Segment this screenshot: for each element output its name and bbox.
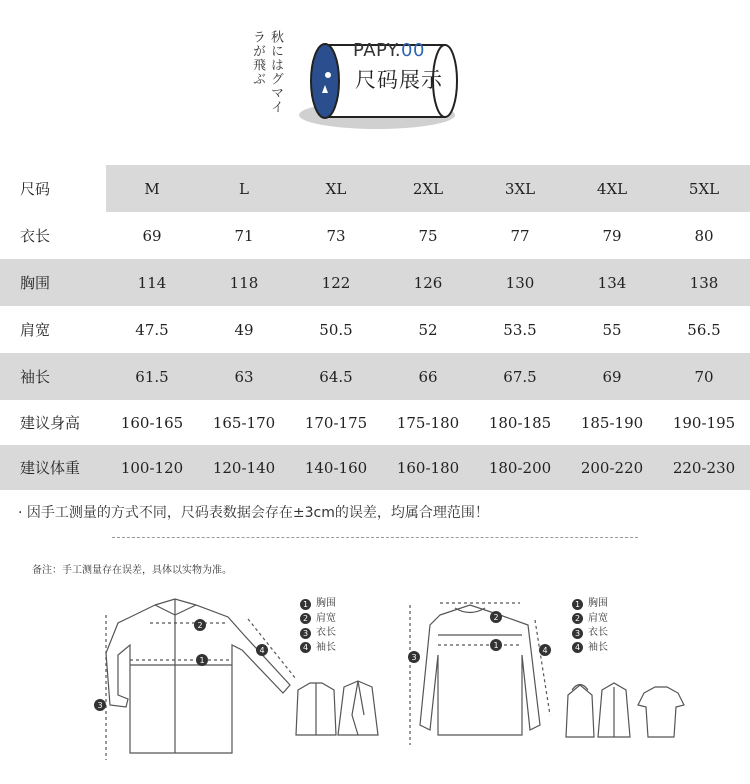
legend-left — [300, 597, 336, 655]
table-cell: 53.5 — [503, 320, 537, 339]
table-cell: 126 — [382, 259, 474, 306]
blazer-icon — [338, 681, 378, 735]
table-cell: 69 — [566, 353, 658, 400]
table-cell: 122 — [290, 259, 382, 306]
table-cell: 52 — [418, 320, 438, 339]
legend-label: 袖长 — [588, 641, 608, 653]
row-label: 袖长 — [0, 353, 106, 400]
row-label: 胸围 — [0, 259, 106, 306]
table-row — [0, 353, 750, 400]
table-cell: 160-165 — [120, 413, 184, 432]
table-cell: 55 — [602, 320, 622, 339]
table-cell: 118 — [198, 259, 290, 306]
row-label: 建议身高 — [20, 414, 81, 432]
number-badge-icon: 3 — [300, 628, 311, 639]
table-cell: 180-200 — [474, 445, 566, 490]
svg-text:1: 1 — [199, 656, 205, 665]
table-cell: 165-170 — [212, 413, 276, 432]
svg-text:2: 2 — [197, 621, 203, 630]
size-cell: 2XL — [382, 165, 474, 212]
legend-label: 肩宽 — [588, 612, 608, 624]
table-row — [0, 400, 750, 445]
svg-text:4: 4 — [542, 646, 548, 655]
table-cell: 47.5 — [135, 320, 169, 339]
remark-text: 备注：手工测量存在误差，具体以实物为准。 — [32, 565, 232, 576]
size-cell: 4XL — [566, 165, 658, 212]
number-badge-icon: 1 — [300, 599, 311, 610]
header — [0, 0, 750, 160]
row-label: 建议体重 — [0, 445, 106, 490]
legend-item — [572, 641, 608, 656]
measurement-diagram — [0, 575, 750, 784]
table-cell: 140-160 — [290, 445, 382, 490]
table-row — [0, 259, 750, 306]
japanese-line-2: ラが飛ぶ — [250, 30, 265, 86]
measurement-note: · 因手工测量的方式不同，尺码表数据会存在±3cm的误差，均属合理范围！ — [18, 505, 489, 521]
table-cell: 100-120 — [106, 445, 198, 490]
number-badge-icon: 2 — [572, 613, 583, 624]
jacket-icon — [296, 683, 336, 735]
table-cell: 175-180 — [396, 413, 460, 432]
table-cell: 160-180 — [382, 445, 474, 490]
size-cell: 3XL — [474, 165, 566, 212]
brand-name — [353, 40, 425, 61]
table-cell: 190-195 — [672, 413, 736, 432]
size-cell: M — [106, 165, 198, 212]
number-badge-icon: 1 — [572, 599, 583, 610]
number-badge-icon: 2 — [300, 613, 311, 624]
number-badge-icon: 4 — [572, 642, 583, 653]
table-row — [0, 306, 750, 353]
legend-label: 袖长 — [316, 641, 336, 653]
table-cell: 63 — [198, 353, 290, 400]
table-cell: 220-230 — [658, 445, 750, 490]
legend-item — [572, 626, 608, 641]
legend-item — [572, 597, 608, 612]
svg-text:4: 4 — [259, 646, 265, 655]
table-cell: 114 — [106, 259, 198, 306]
table-cell: 67.5 — [474, 353, 566, 400]
table-cell: 61.5 — [106, 353, 198, 400]
cardigan-icon — [598, 683, 630, 737]
table-cell: 134 — [566, 259, 658, 306]
table-cell: 66 — [382, 353, 474, 400]
tshirt-icon — [638, 687, 684, 737]
japanese-line-1: 秋にはグマイ — [268, 30, 283, 114]
table-cell: 180-185 — [488, 413, 552, 432]
table-cell: 120-140 — [198, 445, 290, 490]
svg-text:1: 1 — [493, 641, 499, 650]
header-label: 尺码 — [0, 165, 106, 212]
table-cell: 71 — [234, 226, 254, 245]
badge-title: 尺码展示 — [355, 68, 443, 92]
table-row — [0, 212, 750, 259]
table-cell: 79 — [602, 226, 622, 245]
legend-label: 衣长 — [316, 627, 336, 638]
size-cell: L — [198, 165, 290, 212]
table-cell: 77 — [510, 226, 530, 245]
legend-item — [300, 641, 336, 656]
size-cell: 5XL — [658, 165, 750, 212]
brand-accent: 00 — [401, 40, 425, 61]
table-cell: 70 — [658, 353, 750, 400]
table-cell: 130 — [474, 259, 566, 306]
svg-text:3: 3 — [411, 653, 417, 662]
table-cell: 73 — [326, 226, 346, 245]
table-cell: 80 — [694, 226, 714, 245]
legend-item — [300, 626, 336, 641]
brand-main: PAPY. — [353, 40, 402, 61]
legend-item — [572, 612, 608, 627]
size-table — [0, 165, 750, 490]
number-badge-icon: 3 — [572, 628, 583, 639]
svg-text:2: 2 — [493, 613, 499, 622]
legend-label: 胸围 — [316, 598, 336, 609]
row-label: 衣长 — [20, 227, 51, 245]
legend-item — [300, 612, 336, 627]
legend-label: 衣长 — [588, 627, 608, 638]
table-cell: 138 — [658, 259, 750, 306]
hoodie-icon — [566, 685, 594, 738]
row-label: 肩宽 — [20, 321, 51, 339]
sweater-drawing — [420, 605, 540, 735]
table-cell: 49 — [234, 320, 254, 339]
svg-text:3: 3 — [97, 701, 103, 710]
table-cell: 64.5 — [290, 353, 382, 400]
table-cell: 75 — [418, 226, 438, 245]
table-cell: 200-220 — [566, 445, 658, 490]
legend-item — [300, 597, 336, 612]
japanese-tagline — [248, 30, 284, 114]
table-cell: 170-175 — [304, 413, 368, 432]
legend-right — [572, 597, 608, 655]
size-cell: XL — [290, 165, 382, 212]
number-badge-icon: 4 — [300, 642, 311, 653]
legend-label: 肩宽 — [316, 612, 336, 624]
table-row — [0, 445, 750, 490]
table-cell: 50.5 — [319, 320, 353, 339]
legend-label: 胸围 — [588, 598, 608, 609]
table-header-row — [0, 165, 750, 212]
dashed-divider — [112, 537, 638, 538]
table-cell: 69 — [142, 226, 162, 245]
table-cell: 185-190 — [580, 413, 644, 432]
table-cell: 56.5 — [687, 320, 721, 339]
